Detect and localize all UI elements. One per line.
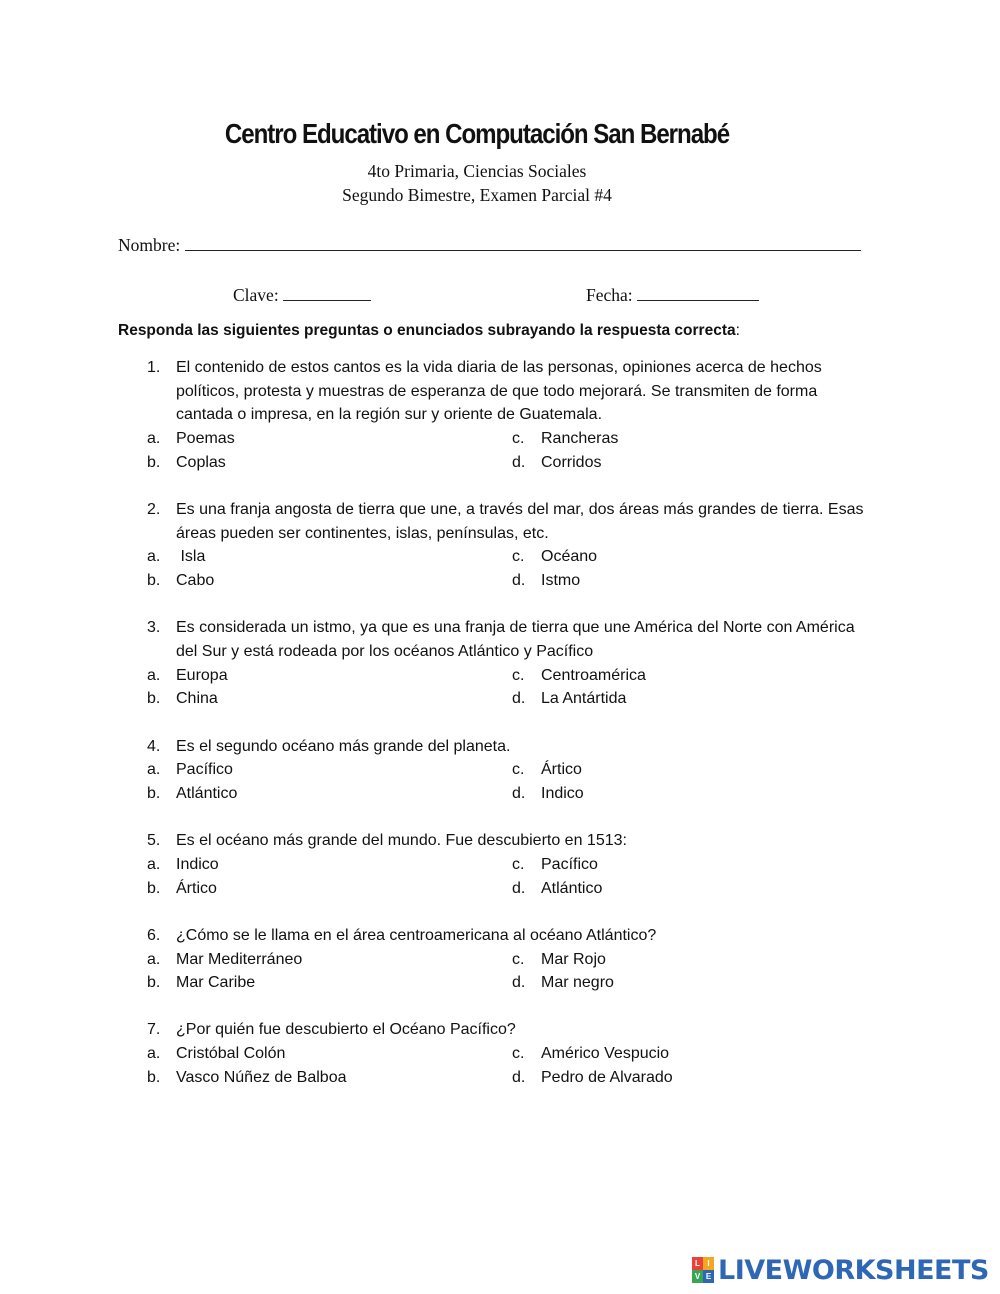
answer-option[interactable] bbox=[512, 853, 877, 877]
option-letter: b. bbox=[147, 453, 161, 471]
options-row bbox=[147, 1066, 877, 1090]
option-text[interactable]: Atlántico bbox=[176, 785, 238, 803]
answer-option[interactable] bbox=[147, 427, 512, 451]
option-letter: a. bbox=[147, 548, 161, 566]
option-text[interactable]: Ártico bbox=[541, 761, 582, 779]
question-text: Es una franja angosta de tierra que une, a través del mar, dos áreas más grandes de tierra. Esas áreas pueden ser continentes, islas, penínsulas, etc. bbox=[176, 501, 864, 542]
question-row bbox=[147, 735, 877, 759]
question bbox=[147, 616, 877, 711]
option-text[interactable]: Mar Mediterráneo bbox=[176, 950, 303, 968]
option-letter: a. bbox=[147, 855, 161, 873]
option-letter: d. bbox=[512, 572, 526, 590]
question-number: 6. bbox=[147, 926, 161, 944]
question-number: 1. bbox=[147, 359, 161, 376]
option-letter: b. bbox=[147, 785, 161, 803]
question-text: Es el océano más grande del mundo. Fue descubierto en 1513: bbox=[176, 832, 627, 850]
option-text[interactable]: Rancheras bbox=[541, 430, 619, 448]
option-text[interactable]: China bbox=[176, 690, 218, 708]
question-row bbox=[147, 356, 877, 427]
option-text[interactable]: Istmo bbox=[541, 572, 581, 590]
option-letter: b. bbox=[147, 879, 161, 897]
option-letter: b. bbox=[147, 690, 161, 708]
option-text[interactable]: Mar Caribe bbox=[176, 974, 256, 992]
question-row bbox=[147, 829, 877, 853]
answer-option[interactable] bbox=[512, 1066, 877, 1090]
option-text[interactable]: Pacífico bbox=[541, 855, 598, 873]
key-label: Clave: bbox=[233, 285, 279, 305]
logo-tile: E bbox=[703, 1270, 714, 1283]
date-label: Fecha: bbox=[586, 285, 633, 305]
brand-wordmark: LIVEWORKSHEETS bbox=[718, 1254, 989, 1286]
answer-option[interactable] bbox=[147, 948, 512, 972]
date-field[interactable] bbox=[586, 285, 759, 306]
options-row bbox=[147, 427, 877, 451]
question bbox=[147, 735, 877, 806]
answer-option[interactable] bbox=[147, 687, 512, 711]
answer-option[interactable] bbox=[512, 948, 877, 972]
key-blank[interactable] bbox=[283, 285, 371, 301]
option-text[interactable]: Ártico bbox=[176, 879, 217, 897]
option-letter: a. bbox=[147, 666, 161, 684]
answer-option[interactable] bbox=[147, 569, 512, 593]
liveworksheets-logo-icon bbox=[692, 1257, 714, 1283]
instructions bbox=[118, 322, 740, 340]
option-letter: a. bbox=[147, 950, 161, 968]
option-text[interactable]: Corridos bbox=[541, 453, 602, 471]
options-row bbox=[147, 971, 877, 995]
logo-tile: L bbox=[692, 1257, 703, 1270]
option-letter: d. bbox=[512, 453, 526, 471]
option-text[interactable]: Coplas bbox=[176, 453, 226, 471]
exam-title: Segundo Bimestre, Examen Parcial #4 bbox=[342, 185, 612, 205]
question-number: 5. bbox=[147, 832, 161, 850]
liveworksheets-brand bbox=[692, 1255, 989, 1285]
question bbox=[147, 829, 877, 900]
question-row bbox=[147, 924, 877, 948]
answer-option[interactable] bbox=[512, 971, 877, 995]
answer-option[interactable] bbox=[512, 451, 877, 475]
question-number: 2. bbox=[147, 501, 161, 519]
question bbox=[147, 1018, 877, 1089]
option-letter: d. bbox=[512, 879, 526, 897]
option-letter: c. bbox=[512, 1045, 525, 1063]
option-text[interactable]: Indico bbox=[541, 785, 584, 803]
answer-option[interactable] bbox=[512, 569, 877, 593]
question bbox=[147, 498, 877, 593]
answer-option[interactable] bbox=[147, 782, 512, 806]
question-text: El contenido de estos cantos es la vida diaria de las personas, opiniones acerca de hechos políticos, protesta y muestras de esperanza de que todo mejorará. Se transmiten de forma cantada o impresa, en la región sur y oriente de Guatemala. bbox=[176, 359, 822, 424]
question-list bbox=[147, 356, 877, 1113]
option-text[interactable]: Cristóbal Colón bbox=[176, 1045, 286, 1063]
instructions-text: Responda las siguientes preguntas o enunciados subrayando la respuesta correcta bbox=[118, 322, 736, 339]
option-letter: c. bbox=[512, 855, 525, 873]
option-text[interactable]: Américo Vespucio bbox=[541, 1045, 670, 1063]
question-number: 4. bbox=[147, 737, 161, 755]
question-number: 3. bbox=[147, 619, 161, 637]
key-field[interactable] bbox=[233, 285, 371, 306]
option-letter: c. bbox=[512, 666, 525, 684]
name-label: Nombre: bbox=[118, 235, 181, 255]
option-text[interactable]: Pacífico bbox=[176, 761, 233, 779]
answer-option[interactable] bbox=[512, 1042, 877, 1066]
answer-option[interactable] bbox=[147, 1042, 512, 1066]
question-text: ¿Por quién fue descubierto el Océano Pacífico? bbox=[176, 1021, 516, 1039]
option-letter: c. bbox=[512, 950, 525, 968]
option-letter: c. bbox=[512, 761, 525, 779]
options-row bbox=[147, 877, 877, 901]
option-text[interactable]: Cabo bbox=[176, 572, 215, 590]
option-text[interactable]: Poemas bbox=[176, 430, 235, 448]
question-row bbox=[147, 616, 877, 663]
logo-tile: V bbox=[692, 1270, 703, 1283]
answer-option[interactable] bbox=[147, 758, 512, 782]
instructions-colon: : bbox=[735, 322, 740, 339]
option-letter: d. bbox=[512, 1068, 526, 1086]
question-text: Es considerada un istmo, ya que es una franja de tierra que une América del Norte con América del Sur y está rodeada por los océanos Atlántico y Pacífico bbox=[176, 619, 855, 661]
question-row bbox=[147, 498, 877, 545]
question-row bbox=[147, 1018, 877, 1042]
answer-option[interactable] bbox=[512, 545, 877, 569]
answer-option[interactable] bbox=[512, 877, 877, 901]
options-row bbox=[147, 1042, 877, 1066]
option-letter: d. bbox=[512, 785, 526, 803]
option-text[interactable]: Vasco Núñez de Balboa bbox=[176, 1068, 347, 1086]
option-text[interactable]: Indico bbox=[176, 855, 219, 873]
question-text: ¿Cómo se le llama en el área centroamericana al océano Atlántico? bbox=[176, 926, 657, 944]
options-row bbox=[147, 687, 877, 711]
name-field[interactable] bbox=[118, 235, 861, 256]
option-letter: c. bbox=[512, 430, 525, 448]
option-text[interactable]: Pedro de Alvarado bbox=[541, 1068, 673, 1086]
option-letter: a. bbox=[147, 1045, 161, 1063]
option-letter: a. bbox=[147, 761, 161, 779]
answer-option[interactable] bbox=[512, 758, 877, 782]
answer-option[interactable] bbox=[147, 545, 512, 569]
answer-option[interactable] bbox=[512, 782, 877, 806]
options-row bbox=[147, 451, 877, 475]
answer-option[interactable] bbox=[512, 427, 877, 451]
name-blank[interactable] bbox=[185, 235, 861, 251]
answer-option[interactable] bbox=[512, 687, 877, 711]
options-row bbox=[147, 948, 877, 972]
answer-option[interactable] bbox=[147, 664, 512, 688]
option-letter: a. bbox=[147, 430, 161, 448]
date-blank[interactable] bbox=[637, 285, 759, 301]
option-text[interactable]: Mar negro bbox=[541, 974, 614, 992]
question bbox=[147, 356, 877, 475]
answer-option[interactable] bbox=[147, 451, 512, 475]
answer-option[interactable] bbox=[512, 664, 877, 688]
answer-option[interactable] bbox=[147, 853, 512, 877]
option-letter: b. bbox=[147, 1068, 161, 1086]
answer-option[interactable] bbox=[147, 971, 512, 995]
answer-option[interactable] bbox=[147, 1066, 512, 1090]
option-text[interactable]: Europa bbox=[176, 666, 228, 684]
option-text[interactable]: Atlántico bbox=[541, 879, 603, 897]
question-text: Es el segundo océano más grande del planeta. bbox=[176, 737, 511, 755]
school-title: Centro Educativo en Computación San Bernabé bbox=[224, 118, 730, 149]
option-text[interactable]: Océano bbox=[541, 548, 598, 566]
options-row bbox=[147, 545, 877, 569]
option-letter: b. bbox=[147, 974, 161, 992]
option-text[interactable]: La Antártida bbox=[541, 690, 627, 708]
answer-option[interactable] bbox=[147, 877, 512, 901]
options-row bbox=[147, 569, 877, 593]
option-letter: b. bbox=[147, 572, 161, 590]
option-text[interactable]: Isla bbox=[176, 548, 206, 566]
options-row bbox=[147, 853, 877, 877]
question-number: 7. bbox=[147, 1021, 161, 1039]
options-row bbox=[147, 782, 877, 806]
option-text[interactable]: Mar Rojo bbox=[541, 950, 606, 968]
option-text[interactable]: Centroamérica bbox=[541, 666, 646, 684]
option-letter: d. bbox=[512, 974, 526, 992]
options-row bbox=[147, 758, 877, 782]
option-letter: d. bbox=[512, 690, 526, 708]
options-row bbox=[147, 664, 877, 688]
question bbox=[147, 924, 877, 995]
option-letter: c. bbox=[512, 548, 525, 566]
grade-subject: 4to Primaria, Ciencias Sociales bbox=[367, 161, 587, 181]
logo-tile: I bbox=[703, 1257, 714, 1270]
